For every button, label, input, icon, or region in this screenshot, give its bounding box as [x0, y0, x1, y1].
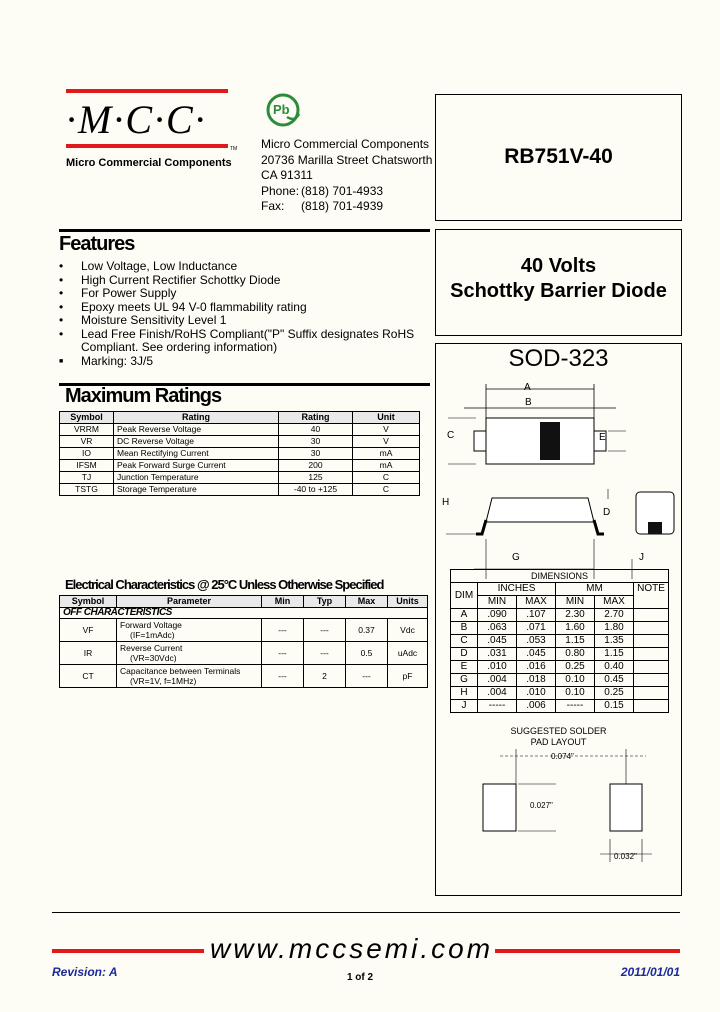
mr-unit: C: [353, 472, 420, 484]
ec-max: ---: [346, 665, 388, 688]
dim-row: [451, 609, 669, 622]
dim-in-min: .004: [478, 674, 517, 687]
dim-mm-max: 0.45: [595, 674, 634, 687]
mr-unit: C: [353, 484, 420, 496]
dim-mm-min: 2.30: [556, 609, 595, 622]
company-phone: Phone: (818) 701-4933: [261, 183, 384, 198]
mr-rating: Storage Temperature: [114, 484, 279, 496]
dim-label-g: G: [512, 552, 520, 563]
mr-rating: Peak Reverse Voltage: [114, 424, 279, 436]
company-street: 20736 Marilla Street Chatsworth: [261, 152, 433, 167]
dimensions-title: DIMENSIONS: [451, 570, 669, 583]
ec-header-units: Units: [388, 596, 428, 608]
ec-symbol: CT: [60, 665, 117, 688]
dim-label-h: H: [442, 497, 450, 508]
dim-row: [451, 635, 669, 648]
dim-mm-max: 1.15: [595, 648, 634, 661]
dim-in-max: .010: [517, 687, 556, 700]
dim-in-min: .004: [478, 687, 517, 700]
dim-in-max: .006: [517, 700, 556, 713]
feature-item: • Lead Free Finish/RoHS Compliant("P" Suffix designates RoHS Compliant. See ordering information): [59, 326, 415, 354]
dimensions-table: [450, 569, 669, 713]
company-city: CA 91311: [261, 168, 313, 182]
dim-letter: E: [451, 661, 478, 674]
dim-label-c: C: [447, 430, 455, 441]
mr-symbol: VRRM: [60, 424, 114, 436]
dim-label-a: A: [524, 382, 531, 393]
dim-mm-min: 1.15: [556, 635, 595, 648]
electrical-title: Electrical Characteristics @ 25°C Unless Otherwise Specified: [65, 577, 384, 592]
dim-header-in-min: MIN: [478, 596, 517, 609]
mr-unit: mA: [353, 448, 420, 460]
mr-symbol: TJ: [60, 472, 114, 484]
ec-max: 0.5: [346, 642, 388, 665]
ec-min: ---: [262, 642, 304, 665]
package-name: SOD-323: [508, 345, 609, 372]
bullet-icon: •: [59, 299, 64, 314]
solder-title-1: SUGGESTED SOLDER: [510, 726, 607, 736]
dim-header-mm: MM: [556, 583, 634, 596]
ec-parameter: Capacitance between Terminals (VR=1V, f=1MHz): [117, 665, 262, 688]
bullet-icon: •: [59, 286, 64, 300]
company-name: Micro Commercial Components: [261, 137, 430, 151]
dim-note: [634, 700, 669, 713]
ec-header-typ: Typ: [304, 596, 346, 608]
dim-mm-min: 0.10: [556, 687, 595, 700]
mr-header-rating: Rating: [114, 412, 279, 424]
ec-typ: ---: [304, 619, 346, 642]
mcc-logo: ·M·C·C·: [66, 97, 207, 142]
ec-row: [60, 665, 428, 688]
footer-date: 2011/01/01: [620, 965, 680, 979]
dim-mm-max: 0.25: [595, 687, 634, 700]
dim-label-e: E: [599, 432, 606, 443]
feature-item: ■ Marking: 3J/5: [59, 353, 154, 368]
footer-red-left: [52, 949, 204, 953]
feature-item: • High Current Rectifier Schottky Diode: [59, 272, 281, 287]
feature-item: • Moisture Sensitivity Level 1: [59, 313, 227, 327]
ec-max: 0.37: [346, 619, 388, 642]
dim-letter: B: [451, 622, 478, 635]
mr-unit: V: [353, 436, 420, 448]
mr-symbol: IFSM: [60, 460, 114, 472]
ec-header-max: Max: [346, 596, 388, 608]
features-title: Features: [59, 233, 135, 255]
mr-rating: Peak Forward Surge Current: [114, 460, 279, 472]
dim-note: [634, 674, 669, 687]
dim-letter: D: [451, 648, 478, 661]
dim-header-inches: INCHES: [478, 583, 556, 596]
logo-tm: TM: [230, 146, 238, 152]
ec-header-min: Min: [262, 596, 304, 608]
dim-note: [634, 687, 669, 700]
dim-in-max: .018: [517, 674, 556, 687]
mr-row: [60, 448, 420, 460]
dim-row: [451, 661, 669, 674]
package-box: [435, 343, 682, 896]
dim-in-min: .045: [478, 635, 517, 648]
max-ratings-title: Maximum Ratings: [65, 385, 222, 407]
dim-row: [451, 674, 669, 687]
mr-header-value: Rating: [279, 412, 353, 424]
mr-value: 125: [279, 472, 353, 484]
package-drawing: [436, 374, 681, 599]
footer-rule: [52, 912, 680, 913]
bullet-icon: •: [59, 272, 64, 287]
mr-unit: V: [353, 424, 420, 436]
dim-in-max: .071: [517, 622, 556, 635]
ec-header-symbol: Symbol: [60, 596, 117, 608]
dim-label-b: B: [525, 397, 532, 408]
dim-mm-max: 1.35: [595, 635, 634, 648]
dim-row: [451, 622, 669, 635]
dim-letter: A: [451, 609, 478, 622]
footer-red-right: [495, 949, 680, 953]
dim-mm-min: 0.10: [556, 674, 595, 687]
dim-mm-max: 0.15: [595, 700, 634, 713]
pad-width-dim: 0.074": [551, 752, 574, 761]
feature-item: • Low Voltage, Low Inductance: [59, 259, 238, 273]
mr-value: 30: [279, 448, 353, 460]
feature-item: • Epoxy meets UL 94 V-0 flammability rating: [59, 299, 307, 314]
dim-note: [634, 635, 669, 648]
ec-parameter: Forward Voltage (IF=1mAdc): [117, 619, 262, 642]
footer-url: www.mccsemi.com: [210, 933, 494, 964]
mr-rating: Mean Rectifying Current: [114, 448, 279, 460]
dim-note: [634, 661, 669, 674]
mr-row: [60, 460, 420, 472]
ec-symbol: IR: [60, 642, 117, 665]
dim-letter: C: [451, 635, 478, 648]
dim-in-max: .107: [517, 609, 556, 622]
pad-height-dim: 0.027": [530, 801, 553, 810]
mr-row: [60, 436, 420, 448]
dim-row: [451, 687, 669, 700]
mr-header-unit: Unit: [353, 412, 420, 424]
bullet-icon: •: [59, 313, 64, 327]
mr-value: -40 to +125: [279, 484, 353, 496]
pad-size-dim: 0.032": [614, 852, 637, 861]
ec-row: [60, 619, 428, 642]
dim-label-j: J: [639, 552, 644, 563]
dim-mm-min: -----: [556, 700, 595, 713]
bullet-icon: ■: [59, 357, 64, 365]
mr-row: [60, 472, 420, 484]
dim-row: [451, 648, 669, 661]
ec-header-parameter: Parameter: [117, 596, 262, 608]
ec-units: Vdc: [388, 619, 428, 642]
dim-mm-max: 0.40: [595, 661, 634, 674]
mr-unit: mA: [353, 460, 420, 472]
mr-symbol: IO: [60, 448, 114, 460]
part-number: RB751V-40: [504, 145, 613, 168]
company-fax: Fax: (818) 701-4939: [261, 199, 384, 213]
dim-note: [634, 622, 669, 635]
solder-pad-drawing: [436, 744, 681, 884]
dim-label-d: D: [603, 507, 611, 518]
dim-row: [451, 700, 669, 713]
ec-section-title: OFF CHARACTERISTICS: [60, 608, 428, 619]
feature-item: • For Power Supply: [59, 286, 177, 300]
ec-units: uAdc: [388, 642, 428, 665]
dim-header-mm-max: MAX: [595, 596, 634, 609]
description-line1: 40 Volts: [520, 255, 597, 277]
features-rule: [59, 229, 430, 232]
logo-bottom-bar: [66, 144, 228, 148]
features-list: [59, 260, 419, 368]
part-number-box: [435, 94, 682, 221]
description-line2: Schottky Barrier Diode: [450, 280, 667, 302]
ec-parameter: Reverse Current (VR=30Vdc): [117, 642, 262, 665]
pb-free-icon: [265, 92, 301, 128]
ec-typ: ---: [304, 642, 346, 665]
dim-letter: G: [451, 674, 478, 687]
dim-in-max: .016: [517, 661, 556, 674]
dim-header-in-max: MAX: [517, 596, 556, 609]
dim-in-max: .053: [517, 635, 556, 648]
mr-row: [60, 484, 420, 496]
dim-header-note: NOTE: [634, 583, 669, 609]
mr-value: 30: [279, 436, 353, 448]
footer-page: 1 of 2: [346, 972, 374, 983]
solder-title-2: PAD LAYOUT: [530, 737, 587, 747]
dim-mm-min: 1.60: [556, 622, 595, 635]
bullet-icon: •: [59, 259, 64, 273]
mr-rating: DC Reverse Voltage: [114, 436, 279, 448]
electrical-table: [59, 595, 428, 688]
dim-in-min: -----: [478, 700, 517, 713]
bullet-icon: •: [59, 326, 64, 341]
ec-min: ---: [262, 665, 304, 688]
mr-header-symbol: Symbol: [60, 412, 114, 424]
mr-value: 40: [279, 424, 353, 436]
dim-header-mm-min: MIN: [556, 596, 595, 609]
dim-mm-max: 1.80: [595, 622, 634, 635]
mr-row: [60, 424, 420, 436]
footer-revision: Revision: A: [52, 965, 118, 979]
dim-letter: J: [451, 700, 478, 713]
description-box: [435, 229, 682, 336]
dim-in-min: .010: [478, 661, 517, 674]
ec-symbol: VF: [60, 619, 117, 642]
dim-mm-min: 0.25: [556, 661, 595, 674]
dim-letter: H: [451, 687, 478, 700]
dim-in-max: .045: [517, 648, 556, 661]
ec-units: pF: [388, 665, 428, 688]
dim-in-min: .063: [478, 622, 517, 635]
company-address: [261, 137, 432, 215]
mr-symbol: TSTG: [60, 484, 114, 496]
ec-min: ---: [262, 619, 304, 642]
dim-note: [634, 648, 669, 661]
dim-note: [634, 609, 669, 622]
ec-row: [60, 642, 428, 665]
mr-rating: Junction Temperature: [114, 472, 279, 484]
ec-typ: 2: [304, 665, 346, 688]
dim-in-min: .090: [478, 609, 517, 622]
dim-in-min: .031: [478, 648, 517, 661]
dim-mm-min: 0.80: [556, 648, 595, 661]
mr-value: 200: [279, 460, 353, 472]
dim-mm-max: 2.70: [595, 609, 634, 622]
dim-header-dim: DIM: [451, 583, 478, 609]
pb-label: Pb: [273, 102, 290, 117]
logo-subtitle: Micro Commercial Components: [66, 157, 232, 169]
mr-symbol: VR: [60, 436, 114, 448]
logo-top-bar: [66, 89, 228, 93]
max-ratings-table: [59, 411, 420, 496]
